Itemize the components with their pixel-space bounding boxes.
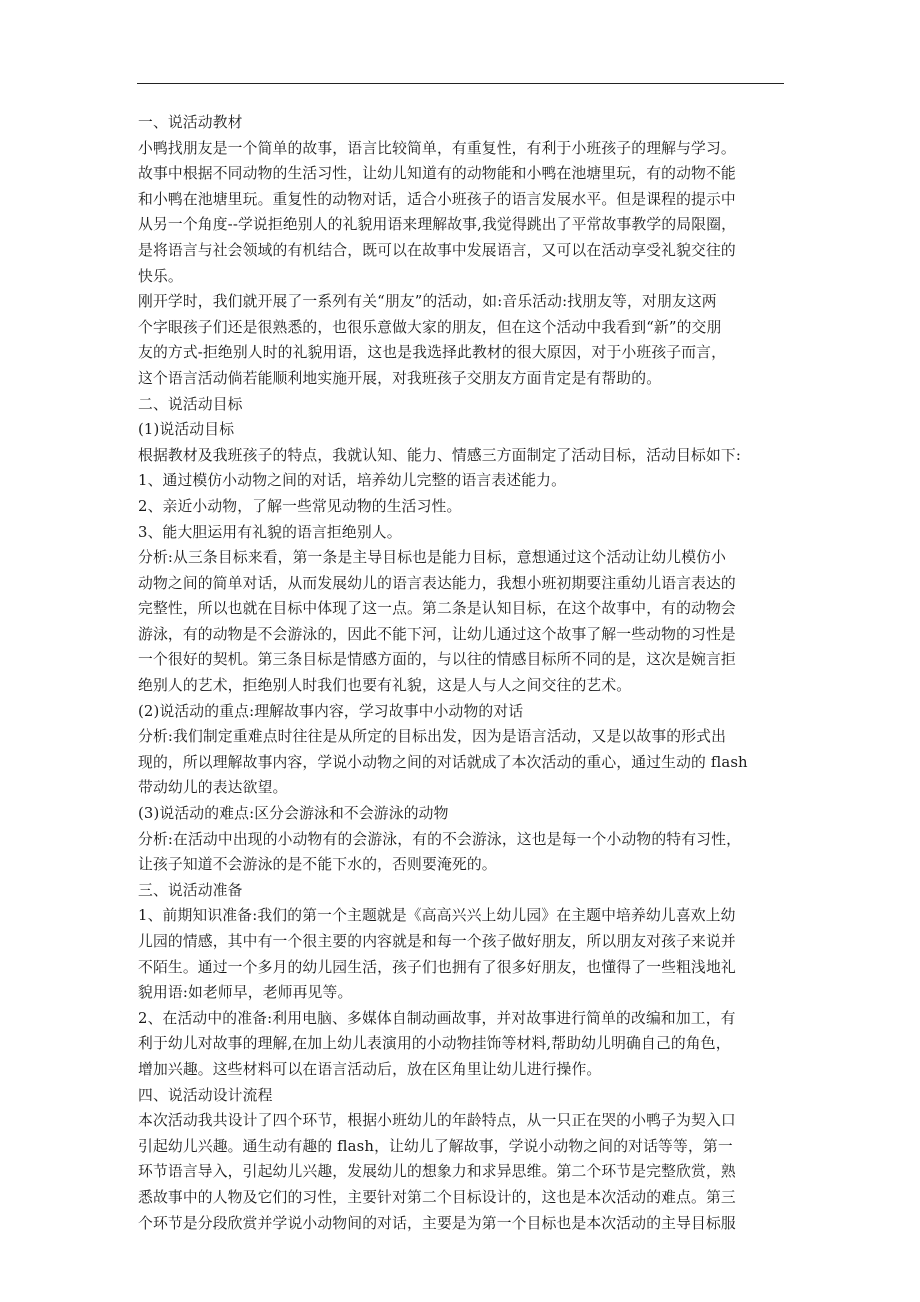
text-line: 这个语言活动倘若能顺利地实施开展，对我班孩子交朋友方面肯定是有帮助的。	[138, 369, 662, 387]
text-line: 一、说活动教材	[138, 114, 243, 131]
document-body	[138, 110, 788, 1236]
text-line: 完整性，所以也就在目标中体现了这一点。第二条是认知目标，在这个故事中，有的动物会	[138, 600, 736, 618]
text-line: 一个很好的契机。第三条目标是情感方面的，与以往的情感目标所不同的是，这次是婉言拒	[138, 651, 736, 669]
text-line: 分析:从三条目标来看，第一条是主导目标也是能力目标，意想通过这个活动让幼儿模仿小	[138, 549, 727, 567]
text-line: 二、说活动目标	[138, 395, 243, 413]
text-line: (1)说活动目标	[138, 421, 235, 439]
text-line: 2、亲近小动物，了解一些常见动物的生活习性。	[138, 497, 462, 515]
text-line: 个字眼孩子们还是很熟悉的，也很乐意做大家的朋友，但在这个活动中我看到“新”的交朋	[138, 318, 722, 336]
text-line: 现的，所以理解故事内容，学说小动物之间的对话就成了本次活动的重心，通过生动的 flash	[138, 753, 748, 771]
text-line: 本次活动我共设计了四个环节，根据小班幼儿的年龄特点，从一只正在哭的小鸭子为契入口	[138, 1112, 736, 1130]
text-line: 分析:在活动中出现的小动物有的会游泳，有的不会游泳，这也是每一个小动物的特有习性，	[138, 830, 742, 848]
text-line: 儿园的情感，其中有一个很主要的内容就是和每一个孩子做好朋友，所以朋友对孩子来说并	[138, 933, 736, 950]
text-line: 引起幼儿兴趣。通生动有趣的 flash，让幼儿了解故事，学说小动物之间的对话等等，第一	[138, 1137, 733, 1155]
text-line: 利于幼儿对故事的理解,在加上幼儿表演用的小动物挂饰等材料,帮助幼儿明确自己的角色，	[138, 1035, 731, 1053]
text-line: 快乐。	[138, 267, 183, 285]
text-line: 根据教材及我班孩子的特点，我就认知、能力、情感三方面制定了活动目标，活动目标如下:	[138, 446, 742, 464]
text-line: 从另一个角度--学说拒绝别人的礼貌用语来理解故事,我觉得跳出了平常故事教学的局限圈，	[138, 216, 737, 234]
text-line: 环节语言导入，引起幼儿兴趣，发展幼儿的想象力和求异思维。第二个环节是完整欣赏，熟	[138, 1163, 736, 1181]
text-line: 故事中根据不同动物的生活习性，让幼儿知道有的动物能和小鸭在池塘里玩，有的动物不能	[138, 165, 736, 183]
text-line: 刚开学时，我们就开展了一系列有关“朋友”的活动，如:音乐活动:找朋友等，对朋友这两	[138, 293, 717, 311]
text-line: (2)说活动的重点:理解故事内容，学习故事中小动物的对话	[138, 702, 524, 720]
text-line: 增加兴趣。这些材料可以在语言活动后，放在区角里让幼儿进行操作。	[138, 1060, 602, 1078]
text-line: 1、通过模仿小动物之间的对话，培养幼儿完整的语言表述能力。	[138, 472, 567, 490]
text-line: 友的方式-拒绝别人时的礼貌用语，这也是我选择此教材的很大原因，对于小班孩子而言，	[138, 344, 727, 362]
text-line: 2、在活动中的准备:利用电脑、多媒体自制动画故事，并对故事进行简单的改编和加工，有	[138, 1009, 736, 1027]
text-line: 貌用语:如老师早，老师再见等。	[138, 984, 353, 1002]
text-line: 3、能大胆运用有礼貌的语言拒绝别人。	[138, 523, 402, 541]
text-line: 不陌生。通过一个多月的幼儿园生活，孩子们也拥有了很多好朋友，也懂得了一些粗浅地礼	[138, 958, 736, 976]
text-line: 动物之间的简单对话，从而发展幼儿的语言表达能力，我想小班初期要注重幼儿语言表达的	[138, 574, 736, 592]
text-line: 1、前期知识准备:我们的第一个主题就是《高高兴兴上幼儿园》在主题中培养幼儿喜欢上幼	[138, 907, 736, 925]
text-line: 让孩子知道不会游泳的是不能下水的，否则要淹死的。	[138, 856, 497, 874]
text-line: 和小鸭在池塘里玩。重复性的动物对话，适合小班孩子的语言发展水平。但是课程的提示中	[138, 190, 736, 208]
text-line: 悉故事中的人物及它们的习性，主要针对第二个目标设计的，这也是本次活动的难点。第三	[138, 1188, 736, 1206]
text-line: (3)说活动的难点:区分会游泳和不会游泳的动物	[138, 805, 449, 823]
header-rule	[137, 83, 784, 84]
text-line: 三、说活动准备	[138, 881, 243, 899]
text-line: 游泳，有的动物是不会游泳的，因此不能下河，让幼儿通过这个故事了解一些动物的习性是	[138, 625, 736, 643]
text-line: 小鸭找朋友是一个简单的故事，语言比较简单，有重复性，有利于小班孩子的理解与学习。	[138, 139, 736, 157]
text-line: 是将语言与社会领域的有机结合，既可以在故事中发展语言，又可以在活动享受礼貌交往的	[138, 241, 736, 259]
text-line: 绝别人的艺术，拒绝别人时我们也要有礼貌，这是人与人之间交往的艺术。	[138, 677, 632, 695]
text-line: 分析:我们制定重难点时往往是从所定的目标出发，因为是语言活动，又是以故事的形式出	[138, 728, 727, 746]
text-line: 四、说活动设计流程	[138, 1086, 273, 1104]
text-line: 个环节是分段欣赏并学说小动物间的对话，主要是为第一个目标也是本次活动的主导目标服	[138, 1214, 736, 1232]
text-line: 带动幼儿的表达欲望。	[138, 779, 288, 797]
